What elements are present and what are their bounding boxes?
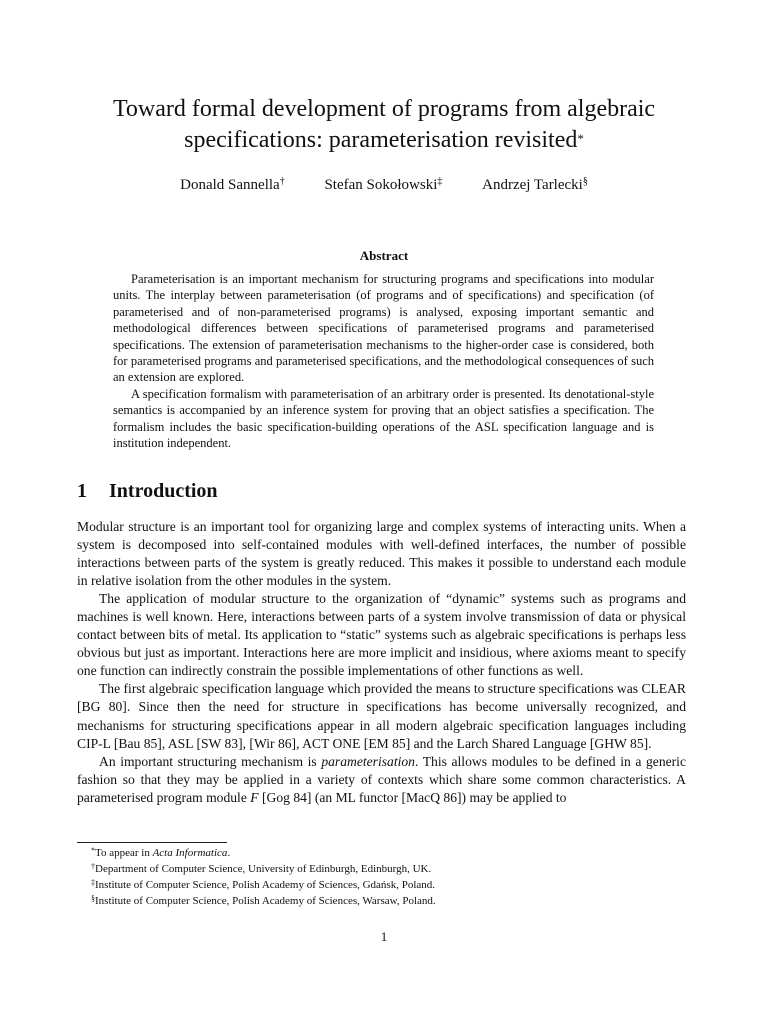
abstract-heading: Abstract [359, 248, 409, 263]
section-number: 1 [77, 480, 87, 502]
section-title: Introduction [109, 480, 218, 502]
footnote-text: Institute of Computer Science, Polish Academy of Sciences, Warsaw, Poland. [95, 895, 436, 907]
footnote-mark: † [91, 862, 95, 871]
author-3 [482, 176, 588, 194]
journal-name: Acta Informatica [152, 847, 228, 859]
body-text-fragment: . This allows modules to be defined in a generic fashion so that they may be applied in a variety of contexts which share some common characteristics. A parameterised program module [77, 753, 686, 805]
title-footnote-mark: * [577, 131, 584, 146]
section-heading [77, 480, 218, 503]
title-line-2: specifications: parameterisation revisited [184, 127, 578, 153]
page-number: 1 [380, 929, 388, 944]
author-name: Donald Sannella [180, 177, 280, 193]
body-paragraph-2: The application of modular structure to the organization of “dynamic” systems such as programs and machines is well known. Here, interactions between parts of a system involve transmission of data or physical contact between bits of metal. Its application to “static” systems such as algebraic specifications is perhaps less obvious but just as important. Interactions here are more implicit and insidious, where axioms meant to specify one function can indirectly constrain the possible implementations of other functions as well. [77, 591, 686, 679]
footnote-4 [77, 893, 677, 909]
section-body [77, 518, 686, 807]
emphasized-term: parameterisation [321, 753, 415, 769]
footnote-text: To appear in [95, 847, 153, 859]
body-paragraph-3: The first algebraic specification language which provided the means to structure specifications was CLEAR [BG 80]. Since then the need for structure in specifications has become universally recognized, and mechanisms for structuring specifications appear in all modern algebraic specification languages including CIP-L [Bau 85], ASL [SW 83], [Wir 86], ACT ONE [EM 85] and the Larch Shared Language [GHW 85]. [77, 681, 686, 751]
abstract-paragraph-1: Parameterisation is an important mechanism for structuring programs and specifications into modular units. The interplay between parameterisation (of programs and of specifications) and specification (of parameterised and of non-parameterised programs) is analysed, exposing important semantic and methodological differences between specifications of parameterised programs and parameterised specifications. The extension of parameterisation mechanisms to the higher-order case is considered, both for parameterised programs and parameterised specifications, and the methodological consequences of such an extension are explored. [113, 272, 654, 385]
footnote-3 [77, 877, 677, 893]
author-name: Stefan Sokołowski [324, 177, 438, 193]
body-text-fragment: An important structuring mechanism is [99, 753, 322, 769]
author-mark: ‡ [437, 176, 443, 187]
author-list [60, 176, 708, 194]
author-mark: § [582, 176, 588, 187]
abstract-paragraph-2: A specification formalism with parameterisation of an arbitrary order is presented. Its denotational-style semantics is accompanied by an inference system for proving that an object satisfies a specification. The formalism includes the basic specification-building operations of the ASL specification language and is institution independent. [113, 386, 654, 451]
author-mark: † [279, 176, 285, 187]
footnote-text: Department of Computer Science, University of Edinburgh, Edinburgh, UK. [95, 863, 432, 875]
abstract-body [113, 271, 654, 451]
author-1 [180, 176, 285, 194]
footnote-text-end: . [227, 847, 231, 859]
body-paragraph-4 [77, 753, 686, 807]
footnote-2 [77, 861, 677, 877]
author-name: Andrzej Tarlecki [482, 177, 583, 193]
body-paragraph-1: Modular structure is an important tool for organizing large and complex systems of interacting units. When a system is decomposed into self-contained modules with well-defined interfaces, the number of possible interactions between parts of the system is greatly reduced. This makes it possible to understand each module in relative isolation from the other modules in the system. [77, 519, 686, 589]
footnote-mark: ‡ [91, 878, 95, 887]
paper-title [60, 94, 708, 156]
footnotes [77, 845, 677, 909]
footnote-separator [77, 842, 227, 843]
footnote-1 [77, 845, 677, 861]
title-line-1: Toward formal development of programs from algebraic [112, 96, 656, 122]
math-variable: F [250, 789, 259, 805]
footnote-mark: § [91, 894, 95, 903]
footnote-text: Institute of Computer Science, Polish Academy of Sciences, Gdańsk, Poland. [95, 879, 436, 891]
body-text-fragment: [Gog 84] (an ML functor [MacQ 86]) may be applied to [258, 789, 567, 805]
author-2 [324, 176, 442, 194]
footnote-mark: * [91, 846, 95, 855]
